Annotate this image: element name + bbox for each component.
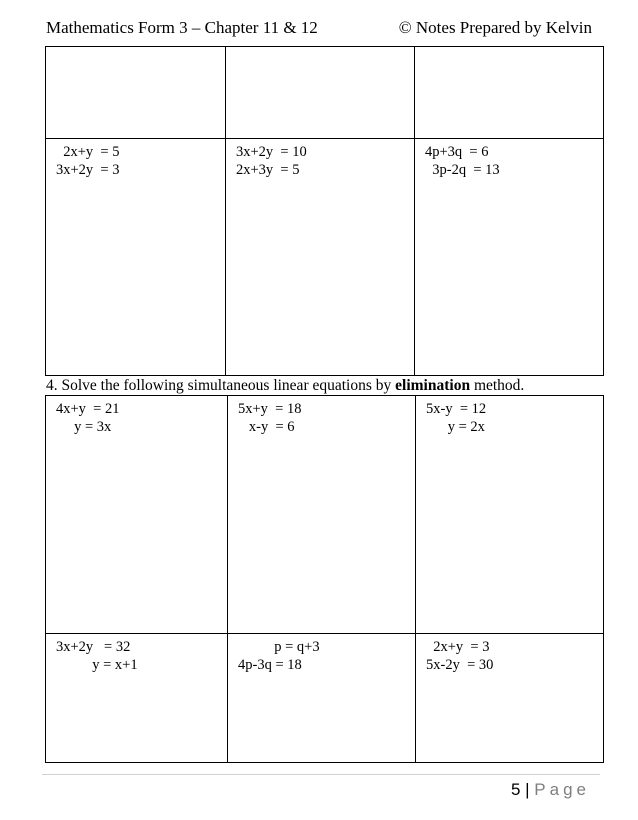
equation-line: 3x+2y = 3 (56, 162, 120, 178)
equation-line: p = q+3 (238, 639, 320, 655)
footer-separator: | (520, 780, 535, 799)
equation-line: y = x+1 (56, 657, 138, 673)
equation-line: 5x-y = 12 (426, 401, 487, 417)
equation-line: 3x+2y = 10 (236, 144, 307, 160)
equation-line: 3x+2y = 32 (56, 639, 131, 655)
grid-row-equations (46, 634, 604, 763)
equation-line: 4p+3q = 6 (425, 144, 489, 160)
footer-divider (42, 774, 600, 775)
equation-line: y = 3x (56, 419, 112, 435)
equation-cell (46, 634, 228, 763)
equation-cell (416, 634, 604, 763)
question-text: 4. Solve the following simultaneous linear equations by (46, 377, 396, 394)
equation-line: 4p-3q = 18 (238, 657, 302, 673)
grid-row-blank (46, 47, 604, 139)
blank-cell (415, 47, 604, 139)
equation-line: 3p-2q = 13 (425, 162, 500, 178)
page-label: Page (534, 780, 590, 799)
document-header-author: © Notes Prepared by Kelvin (398, 18, 592, 37)
working-grid-top (45, 46, 604, 376)
question-text-end: method. (470, 377, 525, 394)
equation-cell (226, 139, 415, 376)
equation-cell (415, 139, 604, 376)
equation-line: 5x+y = 18 (238, 401, 302, 417)
equation-line: x-y = 6 (238, 419, 295, 435)
page-number: 5 (510, 780, 521, 799)
blank-cell (226, 47, 415, 139)
equation-line: 4x+y = 21 (56, 401, 120, 417)
question-keyword: elimination (395, 377, 471, 394)
blank-cell (46, 47, 226, 139)
equation-line: 2x+3y = 5 (236, 162, 300, 178)
equation-cell (416, 396, 604, 634)
equation-line: 2x+y = 3 (426, 639, 490, 655)
equation-line: 2x+y = 5 (56, 144, 120, 160)
equation-cell (228, 396, 416, 634)
equation-line: y = 2x (426, 419, 485, 435)
equation-cell (46, 396, 228, 634)
grid-row-equations (46, 396, 604, 634)
document-header-title: Mathematics Form 3 – Chapter 11 & 12 (46, 18, 318, 37)
grid-row-equations (46, 139, 604, 376)
equation-cell (228, 634, 416, 763)
question-4-instruction (46, 377, 524, 395)
equation-line: 5x-2y = 30 (426, 657, 494, 673)
working-grid-bottom (45, 395, 604, 763)
equation-cell (46, 139, 226, 376)
page-footer (511, 780, 590, 800)
